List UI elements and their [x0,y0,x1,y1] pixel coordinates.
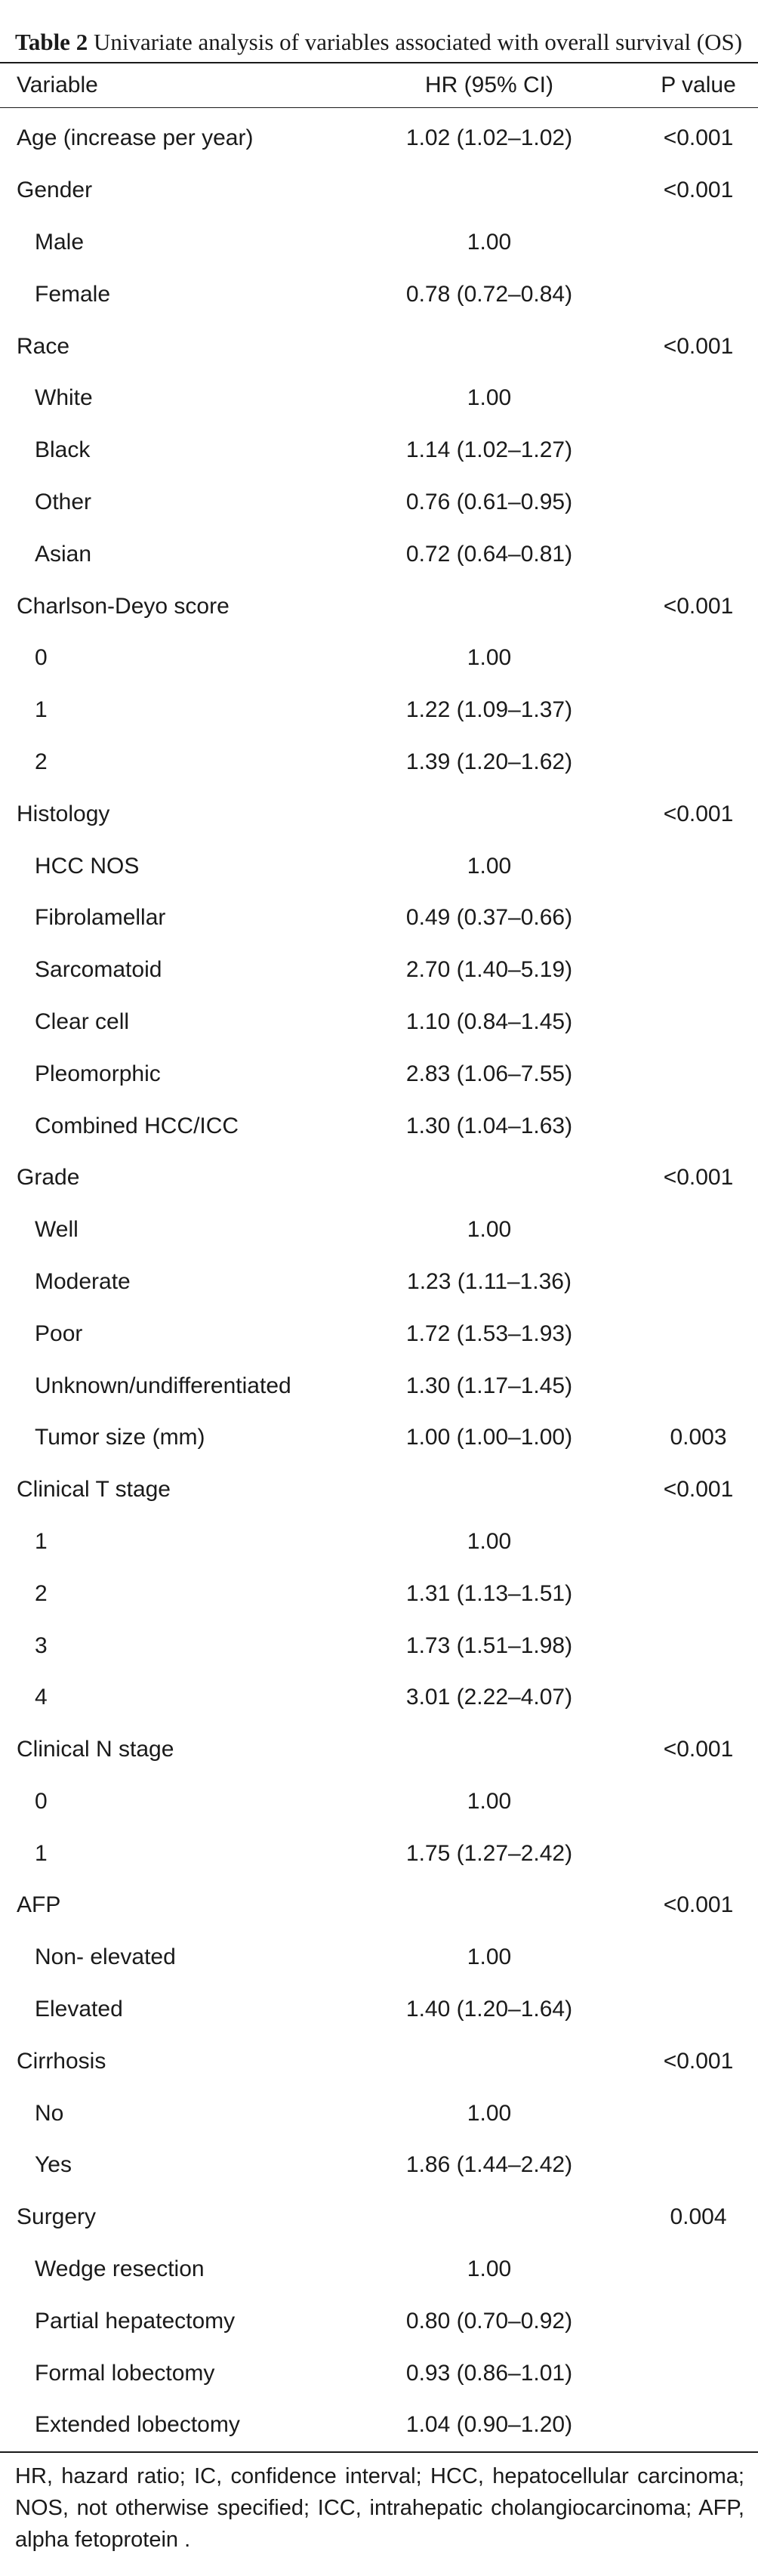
table-row [0,268,758,320]
cell-variable: Grade [17,1165,80,1191]
cell-p-value [639,1984,758,2036]
cell-hr: 1.72 (1.53–1.93) [405,1320,573,1346]
table-row [0,1776,758,1828]
header-hr: HR (95% CI) [424,73,554,97]
table-row [0,632,758,684]
cell-p-value [639,1204,758,1256]
cell-p-value [639,1568,758,1620]
table-footnote: HR, hazard ratio; IC, confidence interval; HCC, hepatocellular carcinoma; NOS, not otherwise specified; ICC, intrahepatic cholangiocarcinoma; AFP, alpha fetoprotein . [15,2463,744,2552]
cell-hr: 1.75 (1.27–2.42) [405,1840,573,1866]
cell-p-value [639,1620,758,1672]
cell-p-value [639,632,758,684]
cell-variable: Charlson-Deyo score [17,593,230,619]
table-row [0,1724,758,1776]
table-body [0,108,758,2452]
table-row [0,1827,758,1879]
cell-variable: Male [35,229,85,255]
cell-hr: 1.30 (1.04–1.63) [405,1113,573,1138]
cell-p-value [639,2347,758,2399]
cell-p-value [639,425,758,477]
cell-p-value: <0.001 [663,593,734,619]
table-caption-text: Univariate analysis of variables associated with overall survival (OS) [93,29,743,55]
cell-hr [340,580,639,632]
table-row [0,1256,758,1308]
cell-hr: 1.00 [467,1528,512,1554]
cell-variable: Wedge resection [35,2256,205,2282]
table-row [0,1204,758,1256]
cell-variable: Tumor size (mm) [35,1425,205,1450]
cell-p-value [639,1256,758,1308]
table-row [0,108,758,165]
header-p-value: P value [661,73,736,97]
cell-hr: 1.73 (1.51–1.98) [405,1632,573,1658]
cell-variable: 3 [35,1632,48,1658]
cell-hr: 0.78 (0.72–0.84) [405,281,573,307]
table-row [0,372,758,425]
table-row [0,425,758,477]
cell-p-value [639,840,758,892]
cell-variable: Black [35,437,91,463]
table-row [0,2295,758,2347]
table-row [0,2087,758,2139]
cell-hr: 2.83 (1.06–7.55) [405,1061,573,1086]
cell-hr: 1.00 [467,645,512,671]
table-row [0,2139,758,2191]
table-row [0,1048,758,1100]
cell-hr: 1.00 [467,2256,512,2282]
cell-variable: AFP [17,1892,61,1918]
cell-hr [340,2191,639,2244]
table-row [0,1308,758,1360]
cell-variable: Surgery [17,2204,97,2230]
cell-variable: White [35,385,93,411]
cell-p-value [639,1516,758,1568]
cell-p-value: <0.001 [663,1892,734,1918]
cell-hr: 0.93 (0.86–1.01) [405,2360,573,2386]
table-row [0,528,758,580]
cell-p-value [639,892,758,944]
cell-hr: 0.49 (0.37–0.66) [405,905,573,931]
table-row [0,944,758,996]
table-row [0,996,758,1049]
cell-p-value: <0.001 [663,2048,734,2074]
cell-p-value: <0.001 [663,1477,734,1503]
cell-hr: 2.70 (1.40–5.19) [405,957,573,983]
table-row [0,217,758,269]
cell-p-value: <0.001 [663,801,734,826]
cell-variable: 4 [35,1685,48,1710]
cell-variable: Clear cell [35,1008,130,1034]
table-row [0,788,758,840]
table-row [0,2244,758,2296]
cell-variable: Moderate [35,1268,131,1294]
table-row [0,2035,758,2087]
table-caption-label: Table 2 [15,29,88,55]
cell-variable: 0 [35,1788,48,1814]
table-row [0,1984,758,2036]
cell-variable: Well [35,1217,79,1243]
table-row [0,1620,758,1672]
cell-variable: Extended lobectomy [35,2412,240,2438]
cell-variable: Cirrhosis [17,2048,106,2074]
cell-hr: 1.14 (1.02–1.27) [405,437,573,463]
cell-hr [340,320,639,372]
table-row [0,580,758,632]
table-row [0,2191,758,2244]
cell-hr [340,1724,639,1776]
cell-hr: 1.00 [467,853,512,879]
cell-p-value: <0.001 [663,1737,734,1762]
cell-p-value [639,372,758,425]
table-row [0,320,758,372]
table-row [0,840,758,892]
cell-variable: Elevated [35,1997,123,2022]
cell-hr: 1.23 (1.11–1.36) [407,1268,572,1294]
cell-hr: 1.00 [467,2100,512,2126]
cell-variable: 1 [35,1528,48,1554]
table-row [0,892,758,944]
cell-hr: 1.22 (1.09–1.37) [405,697,573,723]
table-row [0,684,758,737]
cell-variable: 1 [35,1840,48,1866]
header-row [0,63,758,108]
cell-variable: Clinical N stage [17,1737,174,1762]
table-row [0,1516,758,1568]
cell-variable: HCC NOS [35,853,140,879]
cell-p-value [639,268,758,320]
cell-hr: 0.80 (0.70–0.92) [405,2308,573,2334]
cell-hr: 1.00 [467,1944,512,1970]
cell-hr [340,1879,639,1932]
table-row [0,1412,758,1464]
table-row [0,477,758,529]
cell-variable: Partial hepatectomy [35,2308,236,2334]
cell-p-value [639,996,758,1049]
cell-p-value [639,737,758,789]
cell-p-value [639,2087,758,2139]
cell-p-value [639,1308,758,1360]
cell-variable: Gender [17,178,93,203]
cell-variable: Clinical T stage [17,1477,171,1503]
cell-variable: Non- elevated [35,1944,176,1970]
cell-variable: No [35,2100,64,2126]
cell-variable: Sarcomatoid [35,957,162,983]
cell-p-value [639,1048,758,1100]
univariate-table [0,63,758,2453]
cell-variable: Asian [35,541,92,567]
cell-hr: 1.00 [467,1788,512,1814]
cell-variable: Pleomorphic [35,1061,161,1086]
cell-variable: Other [35,489,92,514]
cell-hr: 1.00 [467,1217,512,1243]
table-row [0,1100,758,1152]
cell-hr [340,165,639,217]
cell-p-value [639,217,758,269]
table-row [0,1360,758,1412]
cell-variable: Unknown/undifferentiated [35,1373,291,1398]
cell-variable: Combined HCC/ICC [35,1113,239,1138]
cell-p-value: <0.001 [663,333,734,359]
table-row [0,737,758,789]
cell-p-value: <0.001 [663,178,734,203]
cell-p-value [639,2139,758,2191]
cell-variable: Fibrolamellar [35,905,166,931]
cell-p-value: <0.001 [663,1165,734,1191]
table-row [0,1879,758,1932]
header-variable: Variable [17,73,98,97]
cell-hr: 0.76 (0.61–0.95) [405,489,573,514]
table-row [0,1152,758,1204]
cell-variable: Formal lobectomy [35,2360,215,2386]
cell-hr: 1.31 (1.13–1.51) [405,1580,573,1606]
cell-p-value [639,944,758,996]
table-row [0,165,758,217]
cell-p-value [639,528,758,580]
cell-variable: Yes [35,2152,72,2178]
cell-variable: Histology [17,801,110,826]
cell-p-value [639,2244,758,2296]
cell-p-value: 0.003 [670,1425,727,1450]
cell-variable: Poor [35,1320,83,1346]
table-row [0,2399,758,2452]
cell-hr: 1.02 (1.02–1.02) [405,125,573,151]
cell-p-value [639,2399,758,2452]
cell-hr: 1.00 [467,229,512,255]
table-row [0,2347,758,2399]
cell-hr: 1.10 (0.84–1.45) [405,1008,573,1034]
table-row [0,1932,758,1984]
cell-p-value: 0.004 [670,2204,727,2230]
table-caption [0,27,758,57]
cell-hr: 1.04 (0.90–1.20) [405,2412,573,2438]
table-row [0,1568,758,1620]
cell-hr: 1.86 (1.44–2.42) [405,2152,573,2178]
cell-hr: 1.00 (1.00–1.00) [405,1425,573,1450]
cell-hr: 1.00 [467,385,512,411]
cell-p-value: <0.001 [663,125,734,151]
cell-hr [340,1152,639,1204]
cell-variable: 2 [35,749,48,774]
table-row [0,1464,758,1516]
cell-p-value [639,1100,758,1152]
cell-hr: 1.40 (1.20–1.64) [405,1997,573,2022]
cell-variable: 1 [35,697,48,723]
cell-p-value [639,1776,758,1828]
cell-hr: 1.39 (1.20–1.62) [405,749,573,774]
cell-p-value [639,477,758,529]
cell-p-value [639,2295,758,2347]
cell-p-value [639,1360,758,1412]
cell-hr [340,1464,639,1516]
cell-p-value [639,1932,758,1984]
cell-hr: 1.30 (1.17–1.45) [405,1373,573,1398]
cell-p-value [639,684,758,737]
cell-hr [340,2035,639,2087]
cell-variable: Race [17,333,70,359]
cell-variable: Age (increase per year) [17,125,254,151]
cell-p-value [639,1827,758,1879]
cell-variable: 0 [35,645,48,671]
cell-hr: 3.01 (2.22–4.07) [405,1685,573,1710]
cell-hr: 0.72 (0.64–0.81) [405,541,573,567]
cell-variable: 2 [35,1580,48,1606]
cell-hr [340,788,639,840]
cell-p-value [639,1672,758,1724]
cell-variable: Female [35,281,111,307]
table-row [0,1672,758,1724]
